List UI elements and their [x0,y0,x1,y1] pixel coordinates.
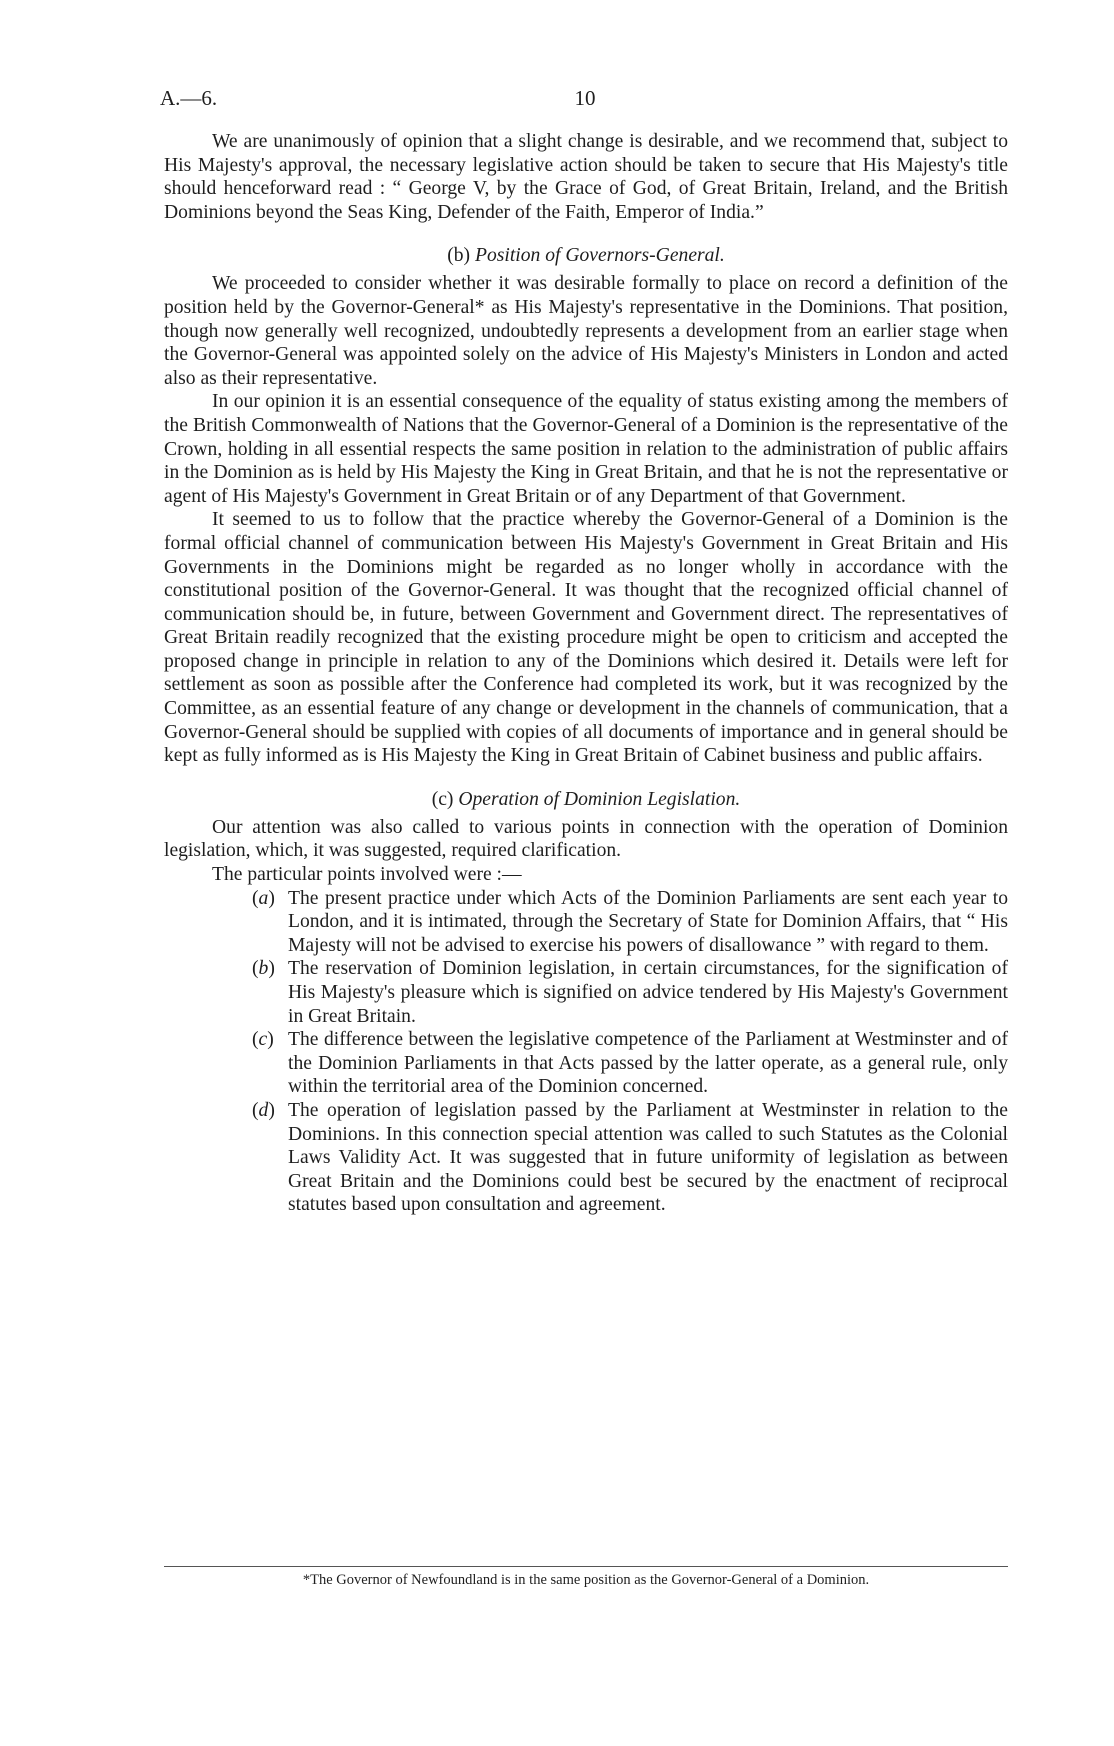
points-list [164,887,1008,1217]
page-number: 10 [574,86,596,110]
list-marker: (c) [252,1029,274,1051]
list-item [252,1099,1008,1217]
paragraph-governor-general-definition: We proceeded to consider whether it was desirable formally to place on record a definition of the position held by the Governor-General* as His Majesty's representative in the Dominions. That position, though now generally well recognized, undoubtedly represents a development from an earlier stage when the Governor-General was appointed solely on the advice of His Majesty's Ministers in London and acted also as their representative. [164,273,1008,389]
section-heading-b [164,244,1008,268]
list-item-text: The reservation of Dominion legislation, in certain circumstances, for the signification of His Majesty's pleasure which is signified on advice tendered by His Majesty's Government in Great Britain. [288,958,1008,1027]
paragraph-dominion-legislation: Our attention was also called to various points in connection with the operation of Dominion legislation, which, it was suggested, required clarification. [164,816,1008,862]
footnote-divider [164,1566,1008,1567]
list-item-text: The present practice under which Acts of the Dominion Parliaments are sent each year to London, and it is intimated, through the Secretary of State for Dominion Affairs, that “ His Majesty will not be advised to exercise his powers of disallowance ” with regard to them. [288,887,1008,956]
footnote: *The Governor of Newfoundland is in the same position as the Governor-General of a Dominion. [302,1572,870,1588]
section-title-c: Operation of Dominion Legislation. [458,788,741,810]
paragraph-channel-of-communication: It seemed to us to follow that the practice whereby the Governor-General of a Dominion is the formal official channel of communication between His Majesty's Government in Great Britain and His Governments in the Dominions might be regarded as no longer wholly in accordance with the constitutional position of the Governor-General. It was thought that the recognized official channel of communication should be, in future, between Government and Government direct. The representatives of Great Britain readily recognized that the existing procedure might be open to criticism and accepted the proposed change in principle in relation to any of the Dominions which desired it. Details were left for settlement as soon as possible after the Conference had completed its work, but it was recognized by the Committee, as an essential feature of any change or development in the channels of communication, that a Governor-General should be supplied with copies of all documents of importance and in general should be kept as fully informed as is His Majesty the King in Great Britain of Cabinet business and public affairs. [164,509,1008,767]
paragraph-points-intro: The particular points involved were :— [212,864,522,886]
paragraph-equality-of-status: In our opinion it is an essential consequence of the equality of status existing among the members of the British Commonwealth of Nations that the Governor-General of a Dominion is the representative of the Crown, holding in all essential respects the same position in relation to the administration of public affairs in the Dominion as is held by His Majesty the King in Great Britain, and that he is not the representative or agent of His Majesty's Government in Great Britain or of any Department of that Government. [164,391,1008,507]
list-marker: (b) [252,958,275,980]
list-item-text: The operation of legislation passed by the Parliament at Westminster in relation to the Dominions. In this connection special attention was called to such Statutes as the Colonial Laws Validity Act. It was suggested that in future uniformity of legislation as between Great Britain and the Dominions could best be secured by the enactment of reciprocal statutes based upon consultation and agreement. [288,1099,1008,1216]
list-item [252,1028,1008,1099]
list-item [252,887,1008,958]
list-marker: (a) [252,887,275,909]
section-label-b: (b) [447,245,471,267]
list-item [252,957,1008,1028]
list-marker: (d) [252,1099,275,1121]
page-header [160,86,1010,116]
section-label-c: (c) [431,788,454,810]
page-body [164,130,1008,1217]
section-title-b: Position of Governors-General. [474,245,725,267]
document-reference: A.—6. [160,86,218,110]
list-item-text: The difference between the legislative competence of the Parliament at Westminster and of the Dominion Parliaments in that Acts passed by the latter operate, as a general rule, only within the territorial area of the Dominion concerned. [288,1029,1008,1098]
paragraph-title-recommendation: We are unanimously of opinion that a slight change is desirable, and we recommend that, subject to His Majesty's approval, the necessary legislative action should be taken to secure that His Majesty's title should henceforward read : “ George V, by the Grace of God, of Great Britain, Ireland, and the British Dominions beyond the Seas King, Defender of the Faith, Emperor of India.” [164,131,1008,223]
section-heading-c [164,788,1008,812]
